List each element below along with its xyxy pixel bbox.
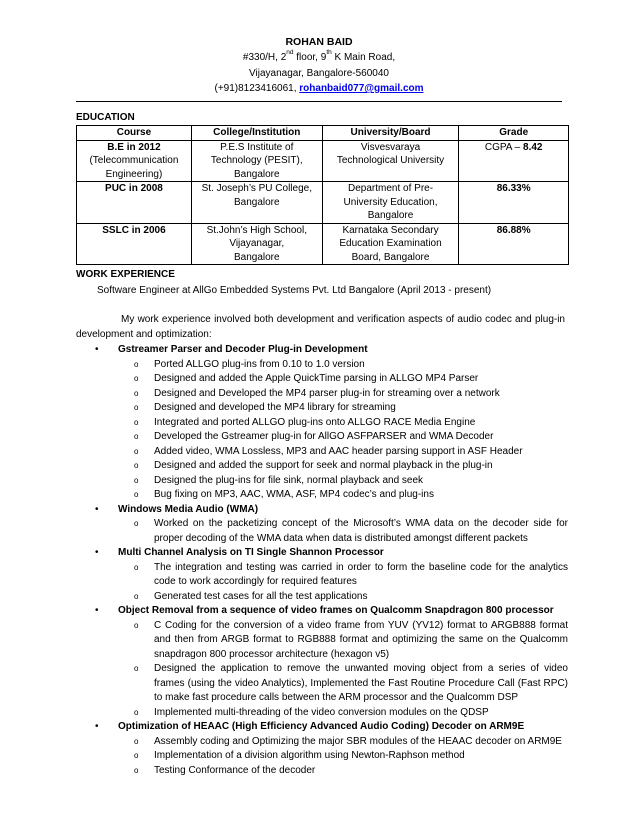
project-item-text: Worked on the packetizing concept of the Microsoft’s WMA data on the decoder side for proper decoding of the WMA data when data is distributed amongst different packets	[154, 518, 568, 544]
project-heading	[76, 503, 568, 518]
project-heading	[76, 720, 568, 735]
sub-bullet-marker: o	[134, 591, 139, 601]
grade-value: 86.33%	[496, 183, 531, 194]
sub-bullet-marker: o	[134, 620, 139, 630]
sub-bullet-marker: o	[134, 446, 139, 456]
address-part-2: floor, 9	[293, 52, 327, 63]
bullet-marker: •	[95, 547, 99, 558]
project-item-text: Designed and added the support for seek and normal playback in the plug-in	[154, 460, 493, 471]
project-heading	[76, 343, 568, 358]
work-experience-title: WORK EXPERIENCE	[76, 269, 175, 280]
project-list	[76, 343, 568, 778]
project-item	[76, 474, 568, 489]
header-divider	[76, 101, 562, 102]
bullet-marker: •	[95, 503, 99, 515]
project-item-text: Testing Conformance of the decoder	[154, 764, 316, 776]
city-line: Vijayanagar, Bangalore-560040	[249, 67, 389, 79]
college-cell: St. Joseph’s PU College, Bangalore	[191, 182, 322, 224]
project-item-text: Designed and developed the MP4 library for streaming	[154, 402, 396, 413]
university-cell: Karnataka Secondary Education Examination Board, Bangalore	[322, 223, 459, 265]
work-intro: My work experience involved both development and verification aspects of audio codec and plug-in development and optimization:	[76, 314, 565, 340]
project-item-text: Designed the application to remove the unwanted moving object from a series of video frames (using the video Analytics), Implemented the Fast Routine Procedure Call (Fast RPC) to make fast procedure calls between the ARM processor and the Qualcomm DSP	[154, 663, 568, 703]
bullet-marker: •	[95, 344, 99, 355]
grade-value: 8.42	[523, 141, 543, 153]
sub-bullet-marker: o	[134, 751, 139, 760]
project-item	[76, 445, 568, 460]
project-heading	[76, 546, 568, 561]
education-title: EDUCATION	[76, 112, 135, 123]
project-item-text: Designed the plug-ins for file sink, normal playback and seek	[154, 474, 424, 486]
project-title: Windows Media Audio (WMA)	[118, 503, 259, 515]
grade-label: CGPA –	[484, 141, 524, 153]
college-cell: P.E.S Institute of Technology (PESIT), Bangalore	[191, 140, 322, 182]
grade-value: 86.88%	[496, 224, 531, 236]
project-item-text: The integration and testing was carried in order to form the baseline code for the analytics code to work accordingly for required features	[154, 561, 568, 587]
address-sup-2: th	[326, 49, 332, 56]
sub-bullet-marker: o	[134, 461, 139, 470]
project-title: Optimization of HEAAC (High Efficiency Advanced Audio Coding) Decoder on ARM9E	[118, 721, 525, 732]
course-name: B.E in 2012	[107, 141, 161, 153]
sub-bullet-marker: o	[134, 519, 139, 528]
column-header: College/Institution	[191, 126, 322, 141]
project-item	[76, 372, 568, 387]
sub-bullet-marker: o	[134, 417, 139, 427]
project-title: Object Removal from a sequence of video frames on Qualcomm Snapdragon 800 processor	[118, 605, 554, 616]
project-item	[76, 430, 568, 445]
grade-cell	[459, 223, 569, 265]
column-header: Course	[77, 126, 192, 141]
project-item	[76, 706, 568, 721]
project-item	[76, 561, 568, 590]
email-link[interactable]: rohanbaid077@gmail.com	[299, 83, 424, 94]
course-cell	[77, 140, 192, 182]
sub-bullet-marker: o	[134, 707, 139, 717]
project-item	[76, 764, 568, 779]
project-item-text: Integrated and ported ALLGO plug-ins onto ALLGO RACE Media Engine	[154, 416, 476, 428]
contact-line	[0, 81, 638, 97]
address-part-3: K Main Road,	[331, 52, 396, 63]
college-cell: St.John’s High School, Vijayanagar, Bangalore	[191, 223, 322, 265]
resume-header	[0, 35, 638, 97]
course-cell	[77, 182, 192, 224]
university-cell: Department of Pre- University Education, Bangalore	[322, 182, 459, 224]
grade-cell	[459, 182, 569, 224]
project-item	[76, 590, 568, 605]
project-item	[76, 749, 568, 764]
project-item-text: C Coding for the conversion of a video frame from YUV (YV12) format to ARGB888 format and then from ARGB format to RGB888 format and optimizing the same on the Qualcomm snapdragon 800 processor architecture (hexagon v5)	[154, 619, 568, 660]
project-item	[76, 459, 568, 474]
phone-number: (+91)8123416061,	[214, 83, 300, 94]
education-row	[77, 140, 569, 182]
column-header: University/Board	[322, 126, 459, 141]
project-item	[76, 416, 568, 431]
project-item-text: Ported ALLGO plug-ins from 0.10 to 1.0 version	[154, 358, 365, 370]
project-title: Gstreamer Parser and Decoder Plug-in Development	[118, 344, 368, 355]
course-name: SSLC in 2006	[102, 224, 166, 236]
education-table	[76, 125, 569, 265]
project-item	[76, 735, 568, 750]
sub-bullet-marker: o	[134, 403, 139, 412]
project-item-text: Implemented multi-threading of the video conversion modules on the QDSP	[154, 706, 489, 718]
project-item-text: Bug fixing on MP3, AAC, WMA, ASF, MP4 codec’s and plug-ins	[154, 489, 434, 500]
bullet-marker: •	[95, 605, 99, 616]
sub-bullet-marker: o	[134, 374, 139, 383]
sub-bullet-marker: o	[134, 475, 139, 485]
project-item	[76, 401, 568, 416]
project-item-text: Added video, WMA Lossless, MP3 and AAC header parsing support in ASF Header	[154, 445, 523, 457]
project-item	[76, 662, 568, 706]
project-item	[76, 358, 568, 373]
project-item	[76, 619, 568, 663]
job-title: Software Engineer at AllGo Embedded Systems Pvt. Ltd Bangalore (April 2013 - present)	[97, 285, 492, 296]
sub-bullet-marker: o	[134, 664, 139, 673]
address-line	[0, 50, 638, 66]
project-heading	[76, 604, 568, 619]
education-header-row	[77, 126, 569, 141]
sub-bullet-marker: o	[134, 562, 139, 572]
education-row	[77, 223, 569, 265]
project-item	[76, 488, 568, 503]
project-item-text: Developed the Gstreamer plug-in for AllGO ASFPARSER and WMA Decoder	[154, 431, 494, 442]
project-item-text: Assembly coding and Optimizing the major SBR modules of the HEAAC decoder on ARM9E	[154, 735, 562, 747]
sub-bullet-marker: o	[134, 388, 139, 398]
project-item	[76, 387, 568, 402]
bullet-marker: •	[95, 721, 99, 732]
course-detail: (Telecommunication Engineering)	[89, 155, 179, 180]
sub-bullet-marker: o	[134, 359, 139, 369]
course-cell	[77, 223, 192, 265]
sub-bullet-marker: o	[134, 490, 139, 499]
project-item-text: Designed and added the Apple QuickTime parsing in ALLGO MP4 Parser	[154, 373, 479, 384]
candidate-name: ROHAN BAID	[285, 36, 353, 48]
address-part-1: #330/H, 2	[242, 52, 287, 63]
project-item-text: Designed and Developed the MP4 parser plug-in for streaming over a network	[154, 387, 500, 399]
education-row	[77, 182, 569, 224]
sub-bullet-marker: o	[134, 736, 139, 746]
sub-bullet-marker: o	[134, 432, 139, 441]
address-sup-1: nd	[286, 49, 294, 56]
project-item	[76, 517, 568, 546]
project-item-text: Generated test cases for all the test applications	[154, 590, 368, 602]
project-item-text: Implementation of a division algorithm using Newton-Raphson method	[154, 750, 465, 761]
grade-cell	[459, 140, 569, 182]
course-name: PUC in 2008	[105, 183, 163, 194]
sub-bullet-marker: o	[134, 765, 139, 775]
column-header: Grade	[459, 126, 569, 141]
project-title: Multi Channel Analysis on TI Single Shannon Processor	[118, 547, 384, 558]
university-cell: Visvesvaraya Technological University	[322, 140, 459, 182]
